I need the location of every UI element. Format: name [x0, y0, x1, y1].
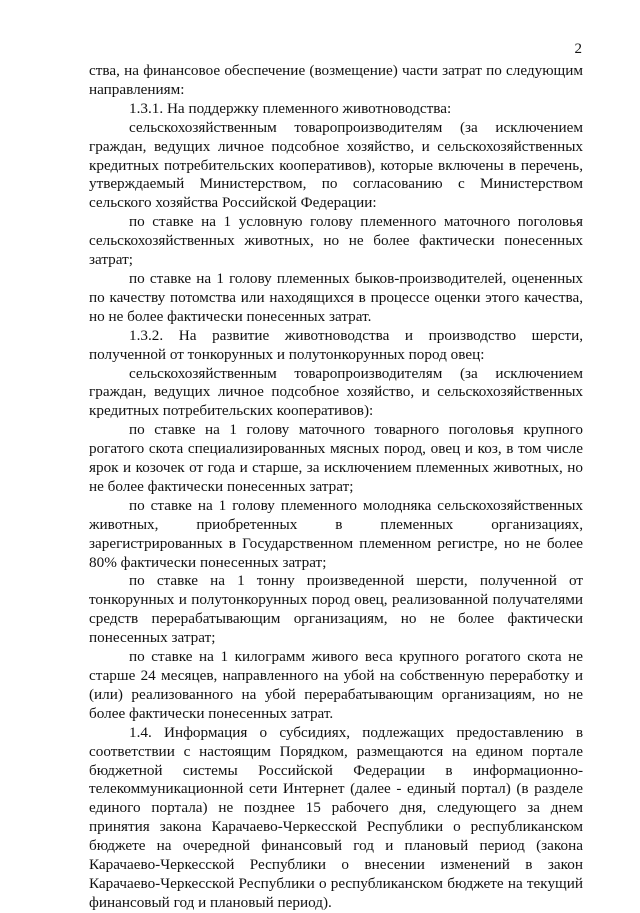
paragraph-rate-breeding-bulls: по ставке на 1 голову племенных быков-производителей, оцененных по качеству потомства или находящихся в процессе оценки этого качества, но не более фактически понесенных затрат. [89, 269, 583, 325]
page-number: 2 [574, 41, 582, 57]
paragraph-1-4-information: 1.4. Информация о субсидиях, подлежащих предоставлению в соответствии с настоящим Порядком, размещаются на едином портале бюджетной системы Российской Федерации в информационно-телекоммуникационной сети Интернет (далее - единый портал) (в разделе единого портала) не позднее 15 рабочего дня, следующего за днем принятия закона Карачаево-Черкесской Республики о республиканском бюджете на очередной финансовый год и плановый период (закона Карачаево-Черкесской Республики о внесении изменений в закон Карачаево-Черкесской Республики о республиканском бюджете на текущий финансовый год и плановый период). [89, 723, 583, 911]
paragraph-1-3-2-heading: 1.3.2. На развитие животноводства и производство шерсти, полученной от тонкорунных и полутонкорунных пород овец: [89, 326, 583, 363]
paragraph-1-3-1-heading: 1.3.1. На поддержку племенного животноводства: [129, 99, 452, 117]
paragraph-recipients-2: сельскохозяйственным товаропроизводителям (за исключением граждан, ведущих личное подсобное хозяйство, и сельскохозяйственных кредитных потребительских кооперативов): [89, 364, 583, 420]
document-body [89, 62, 583, 913]
paragraph-rate-cattle-sheep-goats: по ставке на 1 голову маточного товарного поголовья крупного рогатого скота специализированных мясных пород, овец и коз, в том числе ярок и козочек от года и старше, за исключением племенных животных, но не более фактически понесенных затрат; [89, 421, 583, 495]
paragraph-recipients-1: сельскохозяйственным товаропроизводителям (за исключением граждан, ведущих личное подсобное хозяйство, и сельскохозяйственных кредитных потребительских кооперативов), которые включены в перечень, утверждаемый Министерством, по согласованию с Министерством сельского хозяйства Российской Федерации: [89, 118, 583, 212]
paragraph-rate-breeding-stock: по ставке на 1 условную голову племенного маточного поголовья сельскохозяйственных животных, но не более фактически понесенных затрат; [89, 213, 583, 269]
paragraph-continuation: ства, на финансовое обеспечение (возмещение) части затрат по следующим направлениям: [89, 62, 583, 98]
paragraph-rate-young-stock: по ставке на 1 голову племенного молодняка сельскохозяйственных животных, приобретенных в племенных организациях, зарегистрированных в Государственном племенном регистре, но не более 80% фактически понесенных затрат; [89, 496, 583, 571]
paragraph-rate-live-weight: по ставке на 1 килограмм живого веса крупного рогатого скота не старше 24 месяцев, направленного на убой на собственную переработку и (или) реализованного на убой перерабатывающим организациям, но не более фактически понесенных затрат. [89, 648, 583, 722]
paragraph-rate-wool: по ставке на 1 тонну произведенной шерсти, полученной от тонкорунных и полутонкорунных пород овец, реализованной получателями средств перерабатывающим организациям, но не более фактически понесенных затрат; [89, 572, 583, 647]
